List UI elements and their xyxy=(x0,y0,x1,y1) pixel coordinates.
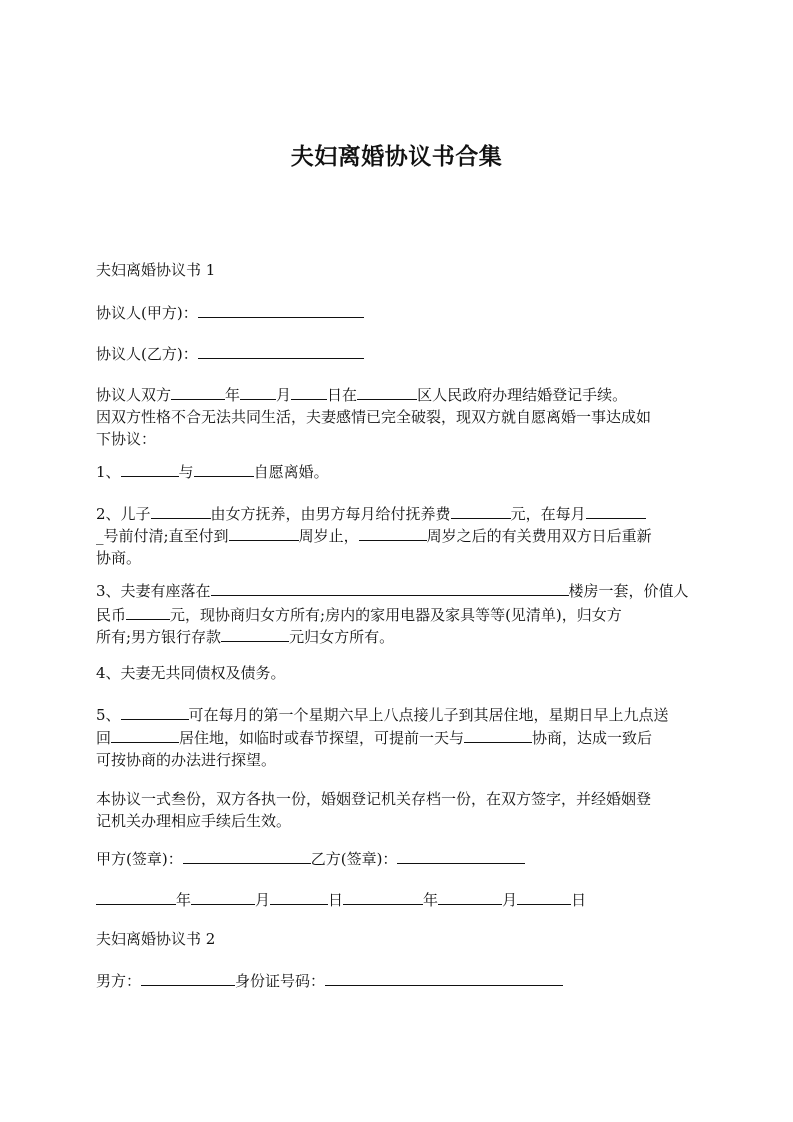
male-line xyxy=(96,970,700,992)
id-label: 身份证号码： xyxy=(235,972,326,990)
intro-month-label: 月 xyxy=(276,386,292,404)
intro-day-label: 日在 xyxy=(327,386,358,404)
item-3-text: 3、夫妻有座落在 xyxy=(96,582,211,600)
date-b-month-label: 月 xyxy=(502,891,518,909)
item-3-line-1 xyxy=(96,580,700,602)
item-5-line-2 xyxy=(96,727,700,749)
party-b-blank xyxy=(198,343,364,359)
signature-a-label: 甲方(签章)： xyxy=(96,850,183,868)
district-blank xyxy=(357,384,417,400)
item-3-text-d: 元，现协商归女方所有;房内的家用电器及家具等等(见清单)，归女方 xyxy=(170,606,622,624)
party-a-label: 协议人(甲方)： xyxy=(96,304,198,322)
item-2-amount-blank xyxy=(451,503,511,519)
date-b-day-label: 日 xyxy=(571,891,587,909)
item-1-text-end: 自愿离婚。 xyxy=(253,463,329,481)
item-3-address-blank xyxy=(211,580,569,596)
date-a-day-label: 日 xyxy=(328,891,344,909)
date-line xyxy=(96,889,700,911)
item-2-text-e: 周岁止， xyxy=(298,527,359,545)
document-title: 夫妇离婚协议书合集 xyxy=(290,144,503,170)
item-2-son-blank xyxy=(151,503,211,519)
signature-b-label: 乙方(签章)： xyxy=(310,850,398,868)
item-2-age-blank-a xyxy=(229,525,299,541)
date-a-year-label: 年 xyxy=(176,891,192,909)
party-b-line xyxy=(96,343,700,365)
closing-line-2: 记机关办理相应手续后生效。 xyxy=(96,812,292,830)
intro-line-1 xyxy=(96,384,700,406)
date-b-year-blank xyxy=(343,889,423,905)
item-1-blank-b xyxy=(194,461,254,477)
item-2-age-blank-b xyxy=(359,525,427,541)
item-3-text-b: 楼房一套，价值人 xyxy=(568,582,689,600)
signature-a-blank xyxy=(183,848,311,864)
item-2-text-c: 元，在每月 xyxy=(510,505,586,523)
item-2-line-2 xyxy=(96,525,700,547)
item-5-text: 可在每月的第一个星期六早上八点接儿子到其居住地，星期日早上九点送 xyxy=(188,706,669,724)
item-1-number: 1、 xyxy=(96,463,121,481)
signature-b-blank xyxy=(397,848,525,864)
item-5-contact-blank xyxy=(464,727,532,743)
item-3-text-f: 元归女方所有。 xyxy=(289,628,395,646)
item-3-text-e: 所有;男方银行存款 xyxy=(96,628,222,646)
item-2-text-d: _号前付清;直至付到 xyxy=(96,527,229,545)
date-a-day-blank xyxy=(270,889,328,905)
date-a-month-blank xyxy=(191,889,255,905)
date-a-month-label: 月 xyxy=(255,891,271,909)
item-2-line-3: 协商。 xyxy=(96,549,142,567)
date-b-month-blank xyxy=(438,889,502,905)
closing-line-1: 本协议一式叁份，双方各执一份，婚姻登记机关存档一份，在双方签字，并经婚姻登 xyxy=(96,790,652,808)
item-2-line-1 xyxy=(96,503,700,525)
item-5-number: 5、 xyxy=(96,706,121,724)
month-blank xyxy=(240,384,276,400)
item-1 xyxy=(96,461,700,483)
intro-line-3: 下协议： xyxy=(96,430,157,448)
male-name-blank xyxy=(141,970,235,986)
date-a-year-blank xyxy=(96,889,176,905)
item-3-deposit-blank xyxy=(221,626,289,642)
item-3-line-2 xyxy=(96,604,700,626)
party-a-line xyxy=(96,302,700,324)
intro-text-end: 区人民政府办理结婚登记手续。 xyxy=(417,386,628,404)
item-5-text-c: 居住地，如临时或春节探望，可提前一天与 xyxy=(179,729,465,747)
intro-line-2: 因双方性格不合无法共同生活，夫妻感情已完全破裂，现双方就自愿离婚一事达成如 xyxy=(96,408,652,426)
signature-line xyxy=(96,848,700,870)
item-2-text: 2、儿子 xyxy=(96,505,151,523)
item-5-text-b: 回 xyxy=(96,729,112,747)
item-1-blank-a xyxy=(121,461,179,477)
item-3-line-3 xyxy=(96,626,700,648)
id-number-blank xyxy=(325,970,563,986)
party-b-label: 协议人(乙方)： xyxy=(96,345,198,363)
agreement-2-heading: 夫妇离婚协议书 2 xyxy=(96,930,216,948)
item-2-text-f: 周岁之后的有关费用双方日后重新 xyxy=(426,527,652,545)
item-5-line-3: 可按协商的办法进行探望。 xyxy=(96,751,277,769)
male-label: 男方： xyxy=(96,972,142,990)
item-3-value-blank xyxy=(126,604,170,620)
item-5-return-blank xyxy=(111,727,179,743)
item-4: 4、夫妻无共同债权及债务。 xyxy=(96,664,286,682)
day-blank xyxy=(291,384,327,400)
item-1-text: 与 xyxy=(178,463,194,481)
intro-year-label: 年 xyxy=(225,386,241,404)
item-3-text-c: 民币 xyxy=(96,606,127,624)
intro-text: 协议人双方 xyxy=(96,386,172,404)
date-b-day-blank xyxy=(517,889,571,905)
item-5-text-d: 协商，达成一致后 xyxy=(532,729,653,747)
item-5-person-blank xyxy=(121,704,189,720)
year-blank xyxy=(171,384,225,400)
item-2-text-b: 由女方抚养，由男方每月给付抚养费 xyxy=(210,505,451,523)
item-5-line-1 xyxy=(96,704,700,726)
agreement-1-heading: 夫妇离婚协议书 1 xyxy=(96,261,216,279)
party-a-blank xyxy=(198,302,364,318)
item-2-day-blank xyxy=(586,503,646,519)
date-b-year-label: 年 xyxy=(423,891,439,909)
